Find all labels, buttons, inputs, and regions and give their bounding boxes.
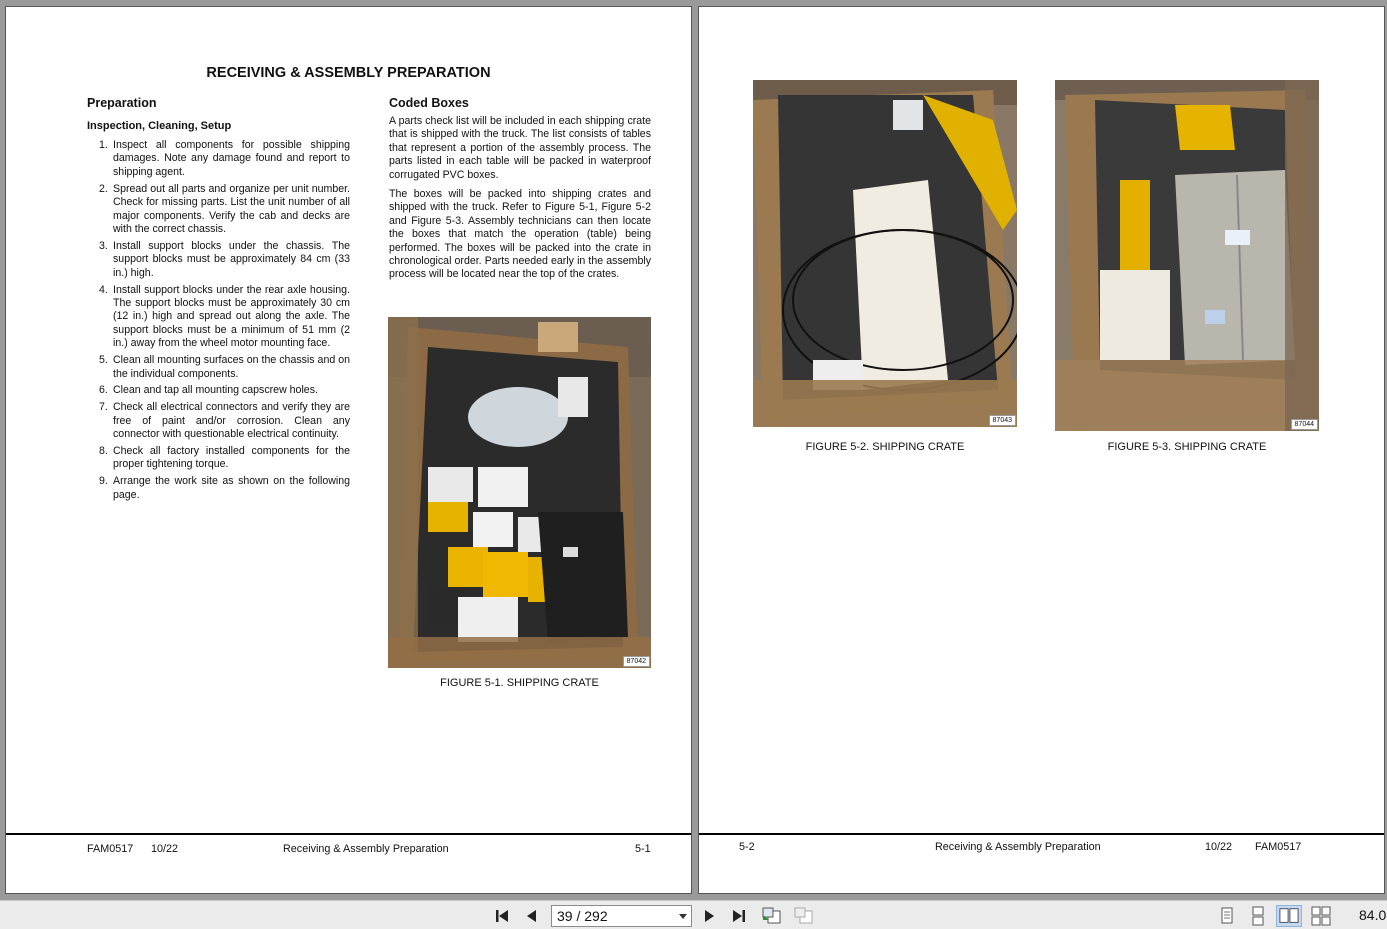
go-back-icon bbox=[761, 907, 783, 925]
step-text: Inspect all components for possible shipping damages. Note any damage found and report to shipping agent. bbox=[113, 139, 350, 178]
footer-doc-id: FAM0517 bbox=[87, 843, 134, 855]
footer-doc-id: FAM0517 bbox=[1255, 841, 1302, 853]
step-item bbox=[87, 445, 350, 472]
coded-boxes-text bbox=[389, 115, 651, 288]
step-number: 4. bbox=[99, 283, 108, 296]
first-page-button[interactable] bbox=[493, 907, 511, 925]
footer-section: Receiving & Assembly Preparation bbox=[283, 843, 449, 855]
footer-section: Receiving & Assembly Preparation bbox=[935, 841, 1101, 853]
step-item bbox=[87, 284, 350, 351]
figure-5-2-number: 87043 bbox=[989, 415, 1016, 426]
step-item bbox=[87, 384, 350, 397]
figure-5-3-photo bbox=[1055, 80, 1319, 431]
page-indicator: 39 / 292 bbox=[557, 908, 608, 924]
figure-5-3-caption: FIGURE 5-3. SHIPPING CRATE bbox=[1107, 441, 1267, 453]
step-text: Spread out all parts and organize per unit number. Check for missing parts. List the unit number of all major components. Verify the cab and decks are with the correct chassis. bbox=[113, 182, 350, 235]
step-number: 8. bbox=[99, 445, 108, 458]
go-forward-icon bbox=[793, 907, 815, 925]
facing-pages-icon bbox=[1277, 906, 1301, 926]
figure-5-3-number: 87044 bbox=[1291, 419, 1318, 430]
step-text: Clean all mounting surfaces on the chassis and on the individual components. bbox=[113, 354, 350, 380]
step-number: 6. bbox=[99, 384, 108, 397]
step-number: 1. bbox=[99, 139, 108, 151]
step-text: Check all factory installed components for the proper tightening torque. bbox=[113, 445, 350, 471]
figure-5-1-caption: FIGURE 5-1. SHIPPING CRATE bbox=[440, 677, 599, 689]
step-item bbox=[87, 354, 350, 381]
footer-date: 10/22 bbox=[151, 843, 179, 855]
figure-5-2-caption: FIGURE 5-2. SHIPPING CRATE bbox=[805, 441, 965, 453]
figure-5-2-photo bbox=[753, 80, 1017, 427]
footer-rule bbox=[6, 833, 691, 835]
step-item bbox=[87, 183, 350, 237]
footer-page-number: 5-2 bbox=[739, 841, 755, 853]
step-item bbox=[87, 240, 350, 280]
step-number: 9. bbox=[99, 475, 108, 488]
viewer-toolbar bbox=[0, 900, 1387, 929]
step-number: 2. bbox=[99, 182, 108, 195]
next-page-button[interactable] bbox=[700, 907, 718, 925]
last-page-icon bbox=[730, 907, 748, 925]
step-number: 3. bbox=[99, 239, 108, 252]
figure-5-1-photo bbox=[388, 317, 651, 668]
first-page-icon bbox=[493, 907, 511, 925]
last-page-button[interactable] bbox=[730, 907, 748, 925]
chevron-down-icon[interactable] bbox=[679, 914, 687, 919]
step-item bbox=[87, 401, 350, 441]
continuous-page-icon bbox=[1245, 905, 1271, 927]
step-number: 5. bbox=[99, 354, 108, 367]
coded-boxes-heading: Coded Boxes bbox=[389, 96, 469, 110]
figure-5-1-number: 87042 bbox=[623, 656, 650, 667]
continuous-view-button[interactable] bbox=[1245, 905, 1271, 927]
go-back-button[interactable] bbox=[761, 907, 783, 925]
zoom-level[interactable]: 84.0 bbox=[1359, 907, 1387, 923]
step-item bbox=[87, 139, 350, 179]
next-page-icon bbox=[700, 907, 718, 925]
step-text: Arrange the work site as shown on the following page. bbox=[113, 475, 350, 501]
facing-view-button[interactable] bbox=[1276, 905, 1302, 927]
inspection-heading: Inspection, Cleaning, Setup bbox=[87, 120, 232, 132]
steps-list bbox=[87, 139, 350, 506]
step-text: Install support blocks under the rear axle housing. The support blocks must be approximately 30 cm (12 in.) high and spread out along the axle. The support blocks must be a minimum of 51 mm (2 in.) away from the wheel motor mounting face. bbox=[113, 283, 350, 350]
preparation-heading: Preparation bbox=[87, 96, 157, 110]
step-text: Check all electrical connectors and verify they are free of paint and/or corrosion. Clean any connector with questionable electrical continuity. bbox=[113, 401, 350, 441]
single-page-view-button[interactable] bbox=[1214, 905, 1240, 927]
continuous-facing-icon bbox=[1308, 905, 1334, 927]
footer-rule bbox=[699, 833, 1384, 835]
previous-page-icon bbox=[523, 907, 541, 925]
coded-paragraph-1: A parts check list will be included in each shipping crate that is shipped with the truck. The list consists of tables that represent a portion of the assembly process. The parts listed in each table will be packed in waterproof corrugated PVC boxes. bbox=[389, 115, 651, 181]
step-text: Clean and tap all mounting capscrew holes. bbox=[113, 384, 318, 397]
page-title: RECEIVING & ASSEMBLY PREPARATION bbox=[206, 65, 491, 81]
footer-date: 10/22 bbox=[1205, 841, 1233, 853]
step-number: 7. bbox=[99, 401, 108, 414]
single-page-icon bbox=[1214, 905, 1240, 927]
go-forward-button[interactable] bbox=[793, 907, 815, 925]
coded-paragraph-2: The boxes will be packed into shipping crates and shipped with the truck. Refer to Figure 5-1, Figure 5-2 and Figure 5-3. Assembly technicians can then locate the boxes that match the operation (table) being performed. The boxes will be packed into the crate in chronological order. Parts needed early in the assembly process will be located near the top of the crates. bbox=[389, 188, 651, 281]
step-item bbox=[87, 475, 350, 502]
continuous-facing-view-button[interactable] bbox=[1308, 905, 1334, 927]
previous-page-button[interactable] bbox=[523, 907, 541, 925]
footer-page-number: 5-1 bbox=[635, 843, 651, 855]
right-page bbox=[698, 6, 1385, 894]
step-text: Install support blocks under the chassis. The support blocks must be approximately 84 cm (33 in.) high. bbox=[113, 239, 350, 279]
page-number-input[interactable] bbox=[551, 905, 692, 927]
left-page bbox=[5, 6, 692, 894]
